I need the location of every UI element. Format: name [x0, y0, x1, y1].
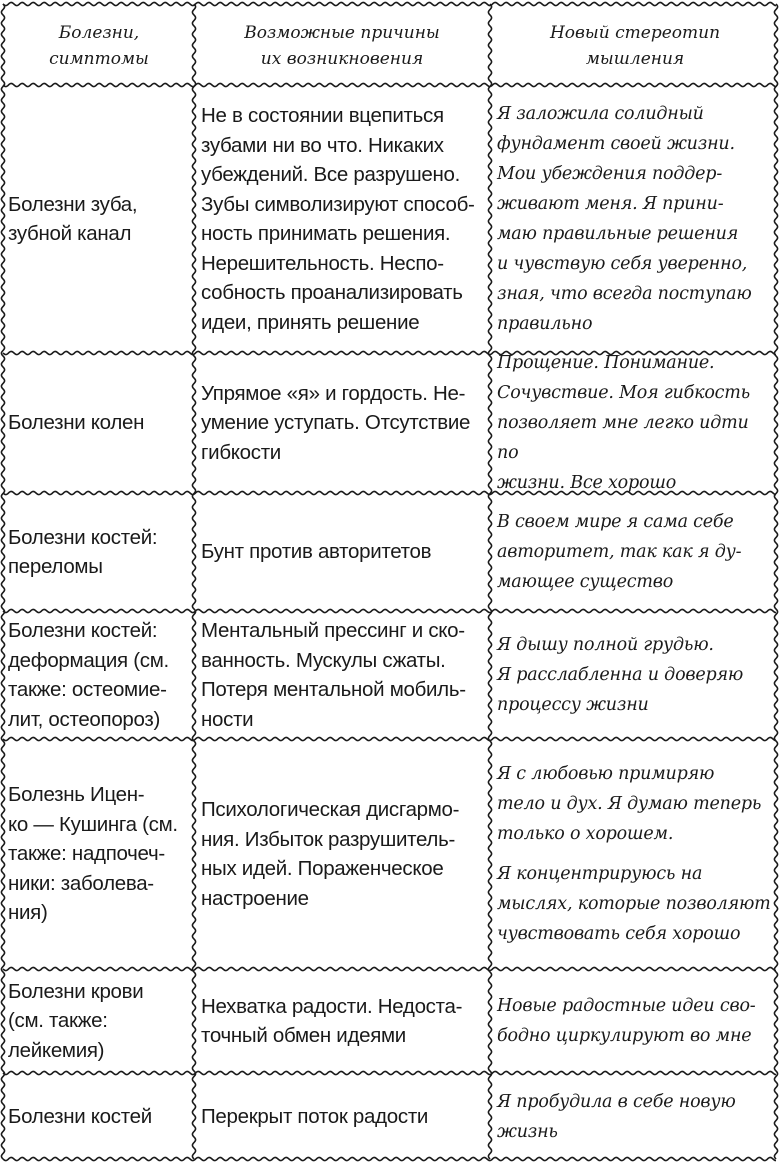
new-pattern-cell [497, 496, 773, 608]
table-row-rule [3, 83, 776, 86]
affirmation-text: Я концентрируюсь на мыслях, которые позволяют чувствовать себя хорошо [497, 864, 771, 944]
table-column-rule [192, 4, 195, 1159]
header-causes: Возможные причины их возникновения [244, 23, 440, 69]
table-column-rule [488, 4, 491, 1159]
header-diseases: Болезни, симптомы [49, 23, 149, 69]
cause-cell: Перекрыт поток радости [201, 1105, 429, 1129]
cause-cell: Бунт против авторитетов [201, 540, 432, 564]
affirmation-text: Я заложила солидный фундамент своей жизни. Мои убеждения поддер- живают меня. Я прини- маю правильные решения и чувствую себя уверенно, зная, что всегда поступаю правильно [497, 104, 752, 334]
cause-cell: Упрямое «я» и гордость. Не- умение уступать. Отсутствие гибкости [201, 381, 471, 464]
cause-cell: Нехватка радости. Недоста- точный обмен идеями [201, 994, 463, 1047]
table-row-rule [3, 737, 776, 740]
disease-cell: Болезни колен [8, 411, 145, 435]
table-column-rule [774, 4, 777, 1159]
table-row-rule [3, 2, 776, 5]
table-row-rule [3, 967, 776, 970]
new-pattern-cell [497, 353, 773, 493]
cause-cell: Психологическая дисгармо- ния. Избыток разрушитель- ных идей. Пораженческое настроение [201, 798, 460, 910]
table-row-rule [3, 609, 776, 612]
disease-cell: Болезни костей: деформация (см. также: остеомие- лит, остеопороз) [8, 619, 169, 731]
affirmation-text: Прощение. Понимание. Сочувствие. Моя гибкость позволяет мне легко идти по жизни. Все хорошо [497, 353, 750, 493]
new-pattern-cell [497, 614, 773, 736]
new-pattern-cell [497, 88, 773, 350]
affirmation-text: Я пробудила в себе новую жизнь [497, 1092, 736, 1142]
affirmation-text: Я с любовью примиряю тело и дух. Я думаю теперь только о хорошем. [497, 764, 762, 844]
disease-cell: Болезнь Ицен- ко — Кушинга (см. также: надпочеч- ники: заболева- ния) [8, 783, 178, 925]
cause-cell: Ментальный прессинг и ско- ванность. Мускулы сжаты. Потеря ментальной мобиль- ности [201, 619, 466, 731]
affirmation-text: Я дышу полной грудью. Я расслабленна и доверяю процессу жизни [497, 635, 744, 715]
affirmation-text: В своем мире я сама себе авторитет, так как я ду- мающее существо [497, 512, 742, 592]
new-pattern-cell [497, 1076, 773, 1158]
new-pattern-cell [497, 742, 773, 966]
cause-cell: Не в состоянии вцепиться зубами ни во что. Никаких убеждений. Все разрушено. Зубы символизируют способ- ность принимать решения. Нерешительность. Неспо- собность проанализировать идеи, принять решение [201, 104, 475, 334]
disease-cell: Болезни костей: переломы [8, 525, 158, 578]
disease-cell: Болезни зуба, зубной канал [8, 192, 138, 245]
disease-cell: Болезни костей [8, 1105, 152, 1129]
affirmation-text: Новые радостные идеи сво- бодно циркулируют во мне [497, 996, 756, 1046]
disease-cell: Болезни крови (см. также: лейкемия) [8, 979, 144, 1062]
header-new-pattern: Новый стереотип мышления [549, 23, 721, 69]
table-row-rule [3, 1071, 776, 1074]
table-column-rule [1, 4, 4, 1159]
new-pattern-cell [497, 972, 773, 1070]
